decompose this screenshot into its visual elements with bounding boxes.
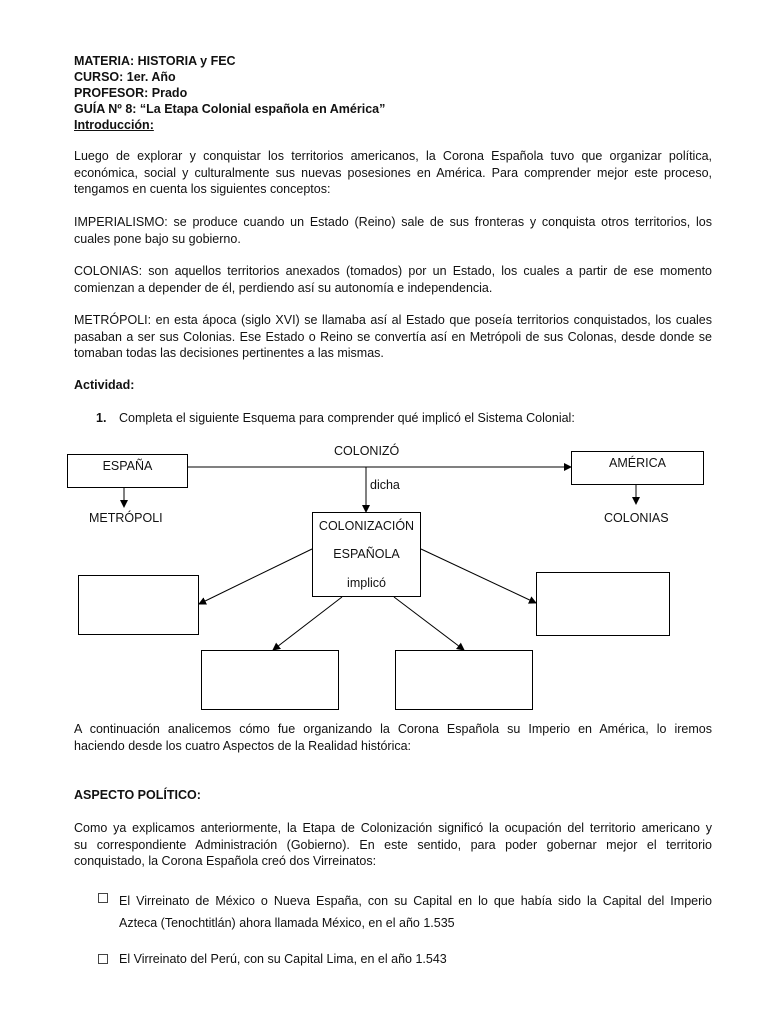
text-line: conquistado, la Corona Española creó dos Virreinatos: bbox=[74, 854, 377, 868]
header-profesor: PROFESOR: Prado bbox=[74, 86, 188, 100]
text-line: económica, social y culturalmente sus nuevas posesiones en América. Para comprender mejor este proceso, bbox=[74, 165, 712, 180]
america-label: AMÉRICA bbox=[609, 456, 666, 470]
answer-box-left[interactable] bbox=[78, 575, 199, 635]
implico-arrow-left bbox=[199, 549, 312, 604]
text-line: Luego de explorar y conquistar los territorios americanos, la Corona Española tuvo que organizar política, bbox=[74, 149, 712, 163]
header-curso: CURSO: 1er. Año bbox=[74, 70, 176, 84]
colonizacion-label-2: ESPAÑOLA bbox=[333, 547, 400, 561]
text-line: tomaban todas las decisiones pertinentes a las mismas. bbox=[74, 346, 384, 360]
text-line: tengamos en cuenta los siguientes conceptos: bbox=[74, 182, 331, 196]
implico-arrow-bottom-left bbox=[273, 597, 342, 650]
bullet-mexico bbox=[119, 890, 712, 934]
implico-arrow-bottom-right bbox=[394, 597, 464, 650]
continuation-paragraph bbox=[74, 721, 712, 754]
political-heading: ASPECTO POLÍTICO: bbox=[74, 788, 201, 802]
implico-arrow-right bbox=[421, 549, 536, 603]
dicha-label: dicha bbox=[370, 478, 400, 492]
text-line: El Virreinato de México o Nueva España, con su Capital en lo que había sido la Capital del Imperio bbox=[119, 894, 712, 908]
answer-box-bottom-left[interactable] bbox=[201, 650, 339, 710]
political-paragraph bbox=[74, 820, 712, 870]
text-line: A continuación analicemos cómo fue organizando la Corona Española su Imperio en América, lo iremos bbox=[74, 722, 712, 736]
espana-label: ESPAÑA bbox=[102, 459, 153, 473]
colonizacion-label-1: COLONIZACIÓN bbox=[318, 519, 415, 533]
text-line: IMPERIALISMO: se produce cuando un Estado (Reino) sale de sus fronteras y conquista otros territorios, los bbox=[74, 215, 712, 229]
bullet-peru: El Virreinato del Perú, con su Capital Lima, en el año 1.543 bbox=[119, 952, 447, 966]
text-line: METRÓPOLI: en esta ápoca (siglo XVI) se llamaba así al Estado que poseía territorios conquistados, los cuales bbox=[74, 313, 712, 327]
activity-item-number: 1. bbox=[96, 411, 107, 425]
activity-heading: Actividad: bbox=[74, 378, 135, 392]
text-line: Como ya explicamos anteriormente, la Etapa de Colonización significó la ocupación del territorio americano y bbox=[74, 821, 712, 835]
text-line: COLONIAS: son aquellos territorios anexados (tomados) por un Estado, los cuales a partir de ese momento bbox=[74, 264, 712, 278]
colonizacion-label-3: implicó bbox=[347, 576, 386, 590]
text-line: su correspondiente Administración (Gobierno). En este sentido, para poder gobernar mejor el territorio bbox=[74, 837, 712, 852]
bullet-icon bbox=[98, 893, 108, 903]
bullet-icon bbox=[98, 954, 108, 964]
answer-box-right[interactable] bbox=[536, 572, 670, 636]
intro-heading: Introducción: bbox=[74, 118, 154, 132]
metropoli-label: METRÓPOLI bbox=[89, 511, 163, 525]
text-line: pasaban a ser sus Colonias. Ese Estado o Reino se convertía así en Metrópoli de sus Colonas, desde donde se bbox=[74, 329, 712, 344]
text-line: cuales pone bajo su gobierno. bbox=[74, 231, 241, 246]
text-line: comienzan a depender de él, perdiendo así su autonomía e independencia. bbox=[74, 280, 493, 295]
colonizo-label: COLONIZÓ bbox=[334, 444, 400, 458]
activity-item-text: Completa el siguiente Esquema para comprender qué implicó el Sistema Colonial: bbox=[119, 411, 575, 425]
header-materia: MATERIA: HISTORIA y FEC bbox=[74, 54, 236, 68]
text-line: Azteca (Tenochtitlán) ahora llamada México, en el año 1.535 bbox=[119, 916, 455, 930]
text-line: haciendo desde los cuatro Aspectos de la Realidad histórica: bbox=[74, 738, 412, 753]
header-guia: GUÍA Nº 8: “La Etapa Colonial española en América” bbox=[74, 102, 386, 116]
colonias-label: COLONIAS bbox=[604, 511, 669, 525]
answer-box-bottom-right[interactable] bbox=[395, 650, 533, 710]
